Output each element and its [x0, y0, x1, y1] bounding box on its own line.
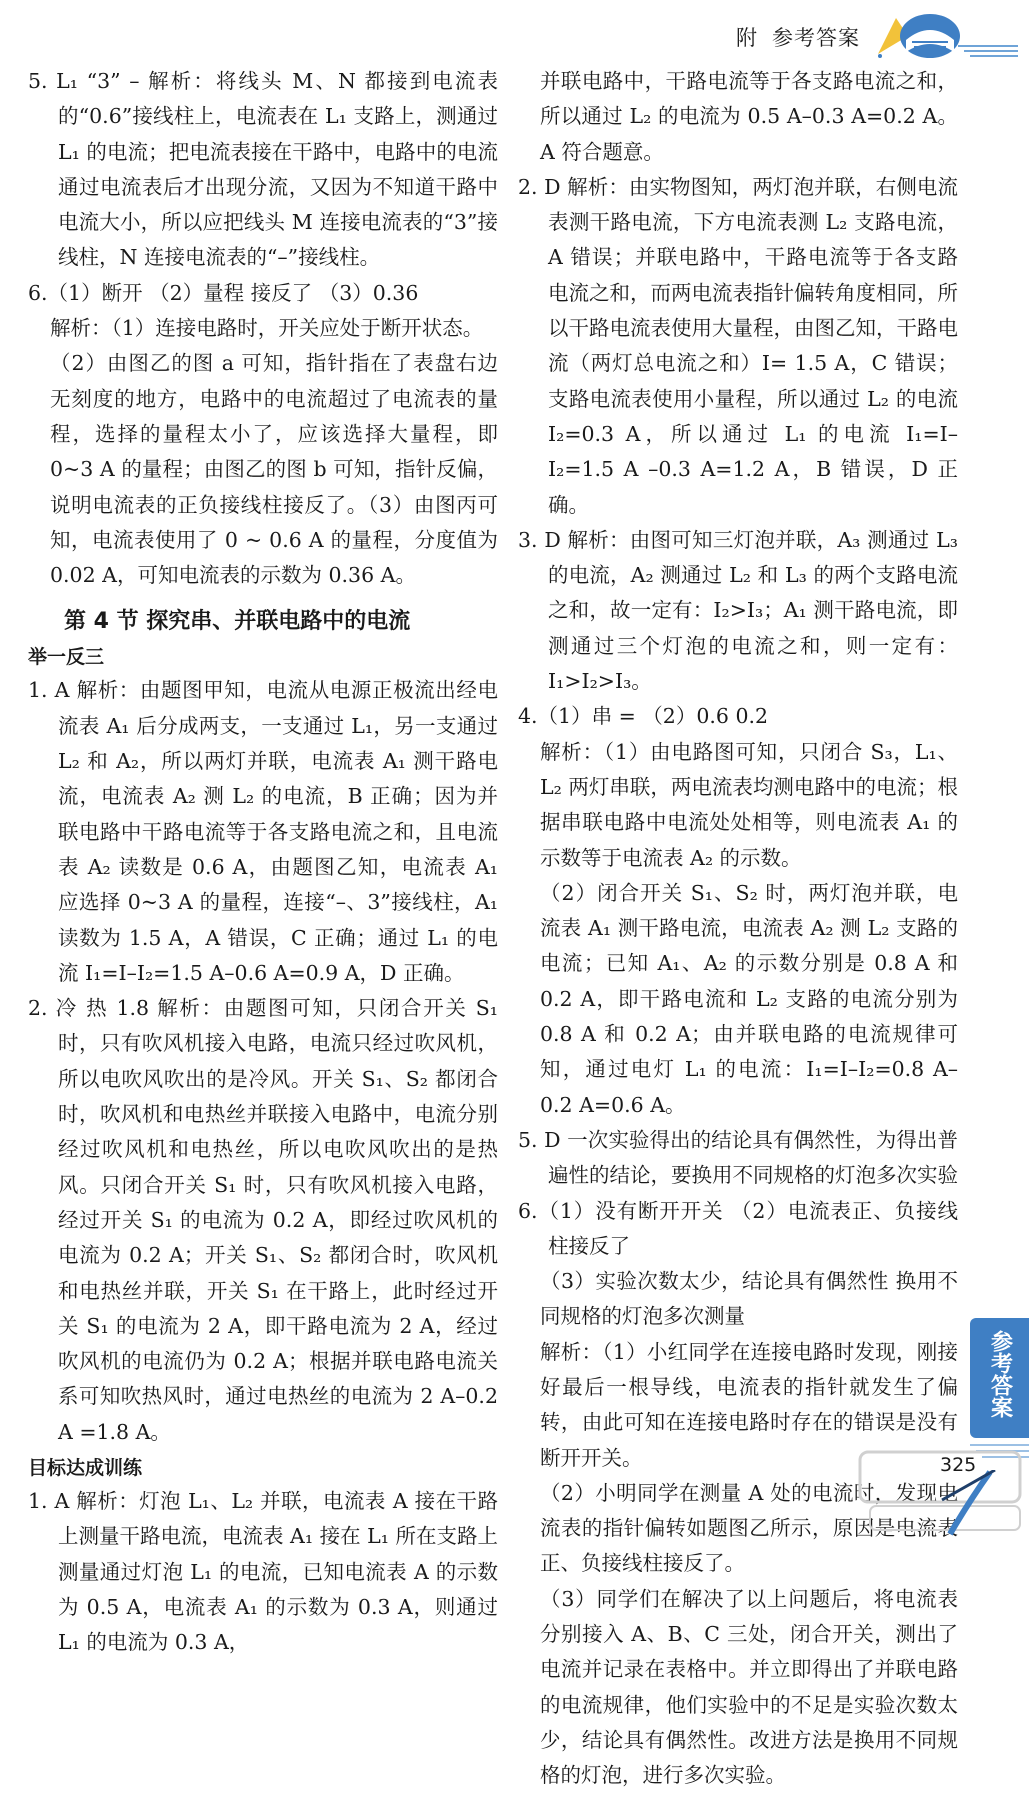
training-answer-3: 3. D 解析：由图可知三灯泡并联，A₃ 测通过 L₃ 的电流，A₂ 测通过 L₂ 和 L₃ 的两个支路电流之和，故一定有：I₂>I₃；A₁ 测干路电流，即测通过三个灯泡的电流之和，则一定有：I₁>I₂>I₃。	[518, 527, 958, 694]
training-answer-4: 4.（1）串 = （2）0.6 0.2	[518, 704, 769, 729]
subheading-practice: 举一反三	[28, 646, 105, 669]
header-answers: 参考答案	[772, 26, 860, 50]
training-answer-6-analysis-1: 解析：（1）小红同学在连接电路时发现，刚接好最后一根导线，电流表的指针就发生了偏转，由此可知在连接电路时存在的错误是没有断开开关。	[540, 1339, 958, 1470]
side-tab-label: 参考答案	[987, 1330, 1013, 1418]
page-number: 325	[940, 1454, 977, 1476]
training-answer-6-part3: （3）实验次数太少，结论具有偶然性 换用不同规格的灯泡多次测量	[540, 1269, 958, 1329]
training-answer-6-analysis-2: （2）小明同学在测量 A 处的电流时，发现电流表的指针偏转如题图乙所示，原因是电流表正、负接线柱接反了。	[540, 1480, 958, 1576]
answer-6-analysis-2: （2）由图乙的图 a 可知，指针指在了表盘右边无刻度的地方，电路中的电流超过了电流表的量程，选择的量程太小了，应该选择大量程，即 0~3 A 的量程；由图乙的图 b 可知，指针反偏，说明电流表的正负接线柱接反了。（3）由图丙可知，电流表使用了 0 ~ 0.6 A 的量程，分度值为 0.02 A，可知电流表的示数为 0.36 A。	[50, 351, 498, 588]
header-title	[736, 22, 860, 52]
answer-5: 5. L₁ “3” – 解析：将线头 M、N 都接到电流表的“0.6”接线柱上，电流表在 L₁ 支路上，测通过 L₁ 的电流；把电流表接在干路中，电路中的电流通过电流表后才出现分流，又因为不知道干路中电流大小，所以应把线头 M 连接电流表的“3”接线柱，N 连接电流表的“–”接线柱。	[28, 69, 498, 270]
header-appendix: 附	[736, 26, 758, 50]
training-answer-6-analysis-3: （3）同学们在解决了以上问题后，将电流表分别接入 A、B、C 三处，闭合开关，测出了电流并记录在表格中。并立即得出了并联电路的电流规律，他们实验中的不足是实验次数太少，结论具有偶然性。改进方法是换用不同规格的灯泡，进行多次实验。	[540, 1586, 958, 1788]
side-tab-answers	[970, 1318, 1029, 1438]
book-logo-icon	[868, 6, 1023, 66]
training-answer-5: 5. D 一次实验得出的结论具有偶然性，为得出普遍性的结论，要换用不同规格的灯泡多次实验	[518, 1127, 958, 1188]
corner-curve-decoration	[940, 1470, 1000, 1536]
training-answer-6: 6.（1）没有断开开关 （2）电流表正、负接线柱接反了	[518, 1198, 958, 1258]
training-answer-4-analysis-1: 解析：（1）由电路图可知，只闭合 S₃，L₁、L₂ 两灯串联，两电流表均测电路中的电流；根据串联电路中电流处处相等，则电流表 A₁ 的示数等于电流表 A₂ 的示数。	[540, 739, 958, 870]
practice-answer-2: 2. 冷 热 1.8 解析：由题图可知，只闭合开关 S₁ 时，只有吹风机接入电路，电流只经过吹风机，所以电吹风吹出的是冷风。开关 S₁、S₂ 都闭合时，吹风机和电热丝并联接入电路中，电流分别经过吹风机和电热丝，所以电吹风吹出的是热风。只闭合开关 S₁ 时，只有吹风机接入电路，经过开关 S₁ 的电流为 0.2 A，即经过吹风机的电流为 0.2 A；开关 S₁、S₂ 都闭合时，吹风机和电热丝并联，开关 S₁ 在干路上，此时经过开关 S₁ 的电流为 2 A，即干路电流为 2 A，经过吹风机的电流仍为 0.2 A；根据并联电路电流关系可知吹热风时，通过电热丝的电流为 2 A–0.2 A =1.8 A。	[28, 996, 498, 1444]
training-answer-2: 2. D 解析：由实物图知，两灯泡并联，右侧电流表测干路电流，下方电流表测 L₂ 支路电流，A 错误；并联电路中，干路电流等于各支路电流之和，而两电流表指针偏转角度相同，所以干路电流表使用大量程，由图乙知，干路电流（两灯总电流之和）I= 1.5 A，C 错误；支路电流表使用小量程，所以通过 L₂ 的电流 I₂=0.3 A，所以通过 L₁ 的电流 I₁=I–I₂=1.5 A –0.3 A=1.2 A，B 错误，D 正确。	[518, 174, 958, 517]
training-answer-4-analysis-2: （2）闭合开关 S₁、S₂ 时，两灯泡并联，电流表 A₁ 测干路电流，电流表 A₂ 测 L₂ 支路的电流；已知 A₁、A₂ 的示数分别是 0.8 A 和 0.2 A，即干路电流和 L₂ 支路的电流分别为 0.8 A 和 0.2 A；由并联电路的电流规律可知，通过电灯 L₁ 的电流：I₁=I–I₂=0.8 A– 0.2 A=0.6 A。	[540, 880, 958, 1117]
answer-6: 6.（1）断开 （2）量程 接反了 （3）0.36	[28, 280, 419, 305]
section-title: 第 4 节 探究串、并联电路中的电流	[64, 609, 411, 635]
practice-answer-1: 1. A 解析：由题图甲知，电流从电源正极流出经电流表 A₁ 后分成两支，一支通过 L₁，另一支通过 L₂ 和 A₂，所以两灯并联，电流表 A₁ 测干路电流，电流表 A₂ 测 L₂ 的电流，B 正确；因为并联电路中干路电流等于各支路电流之和，且电流表 A₂ 读数是 0.6 A，由题图乙知，电流表 A₁ 应选择 0~3 A 的量程，连接“–、3”接线柱，A₁ 读数为 1.5 A，A 错误，C 正确；通过 L₁ 的电流 I₁=I–I₂=1.5 A–0.6 A=0.9 A，D 正确。	[28, 678, 498, 985]
page-header	[0, 0, 1029, 70]
subheading-training: 目标达成训练	[28, 1456, 143, 1479]
training-answer-1: 1. A 解析：灯泡 L₁、L₂ 并联，电流表 A 接在干路上测量干路电流，电流表 A₁ 接在 L₁ 所在支路上测量通过灯泡 L₁ 的电流，已知电流表 A 的示数为 0.5 A，电流表 A₁ 的示数为 0.3 A，则通过 L₁ 的电流为 0.3 A，	[28, 1488, 498, 1655]
left-column	[28, 64, 498, 1660]
training-answer-1-continued: 并联电路中，干路电流等于各支路电流之和，所以通过 L₂ 的电流为 0.5 A–0.3 A=0.2 A。A 符合题意。	[540, 69, 958, 164]
answer-6-analysis-1: 解析：（1）连接电路时，开关应处于断开状态。	[50, 316, 484, 341]
